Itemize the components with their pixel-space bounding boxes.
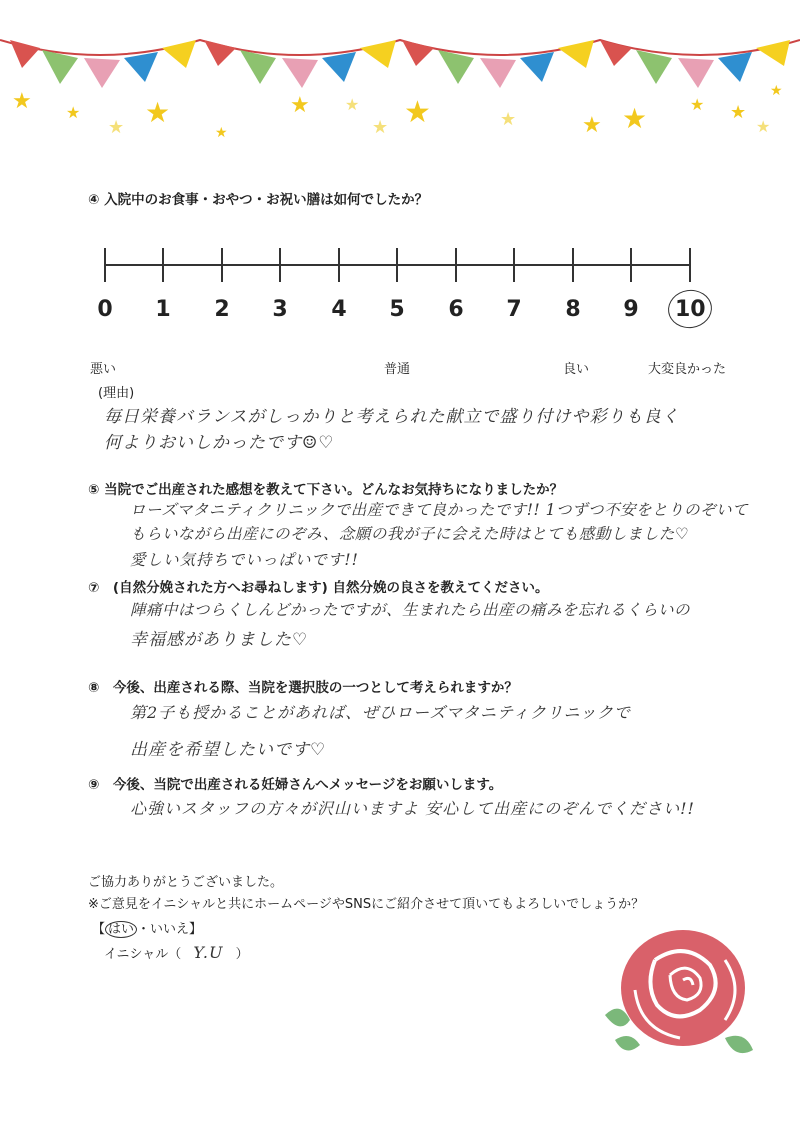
initial-label: イニシャル（ [104,947,182,962]
flag [162,40,196,68]
flag [204,40,236,66]
star-icon: ★ [372,117,389,138]
star-icon: ★ [12,89,32,114]
scale-number-6: 6 [448,297,464,322]
scale-number-10: 10 [675,297,706,322]
scale-label-normal: 普通 [384,362,411,377]
scale-number-7: 7 [506,297,522,322]
flag [240,50,276,84]
rating-scale [90,238,710,298]
flag [480,58,516,88]
flag [636,50,672,84]
scale-number-8: 8 [565,297,581,322]
consent-text: ※ご意見をイニシャルと共にホームページやSNSにご紹介させて頂いてもよろしいでしょうか？ [88,897,645,912]
flag [42,50,78,84]
initial-row [104,943,249,962]
flag [718,52,752,82]
answer-5-line-1: ローズマタニティクリニックで出産できて良かったです!! 1つずつ不安をとりのぞいて [130,501,748,519]
initial-close: ） [235,947,249,962]
scale-number-4: 4 [331,297,347,322]
star-icon: ★ [290,93,310,118]
consent-options [92,918,202,937]
flag [756,40,790,66]
flags [10,40,790,88]
flag [282,58,318,88]
flag [322,52,356,82]
answer-8-line-1: 第2子も授かることがあれば、ぜひローズマタニティクリニックで [130,703,631,722]
scale-number-2: 2 [214,297,230,322]
star-icon: ★ [622,102,648,135]
question-9: ⑨ 今後、当院で出産される妊婦さんへメッセージをお願いします。 [88,777,503,793]
scale-label-bad: 悪い [90,362,117,377]
question-8: ⑧ 今後、出産される際、当院を選択肢の一つとして考えられますか？ [88,680,518,696]
option-no[interactable]: ・いいえ】 [137,922,203,937]
star-icon: ★ [756,117,771,136]
scale-number-5: 5 [389,297,405,322]
scale-label-good: 良い [563,362,590,377]
star-icon: ★ [108,117,125,138]
answer-9-line-1: 心強いスタッフの方々が沢山いますよ 安心して出産にのぞんでください!! [130,799,695,818]
star-icon: ★ [582,113,602,138]
options-open: 【 [92,922,106,937]
answer-5-line-2: もらいながら出産にのぞみ、念願の我が子に会えた時はとても感動しました♡ [130,525,690,543]
star-icon: ★ [145,96,171,129]
star-icon: ★ [500,109,517,130]
star-icon: ★ [66,103,81,122]
star-icon: ★ [215,125,228,141]
bunting-banner [0,0,800,150]
leaf [615,1036,640,1050]
scale-number-1: 1 [155,297,171,322]
flag [520,52,554,82]
scale-number-3: 3 [272,297,288,322]
scale-number-0: 0 [97,297,113,322]
reason-label: (理由) [98,386,135,401]
answer-7-line-1: 陣痛中はつらくしんどかったですが、生まれたら出産の痛みを忘れるくらいの [130,601,691,619]
flag [360,40,396,68]
leaf [725,1036,753,1053]
flag [438,50,474,84]
rose-illustration [595,920,760,1065]
star-icon: ★ [690,95,705,114]
thanks-text: ご協力ありがとうございました。 [88,875,284,890]
question-7: ⑦ (自然分娩された方へお尋ねします) 自然分娩の良さを教えてください。 [88,580,549,596]
stars [12,83,783,141]
scale-number-9: 9 [623,297,639,322]
question-5: ⑤ 当院でご出産された感想を教えて下さい。どんなお気持ちになりましたか？ [88,482,564,498]
flag [124,52,158,82]
answer-4-line-1: 毎日栄養バランスがしっかりと考えられた献立で盛り付けや彩りも良く [104,407,680,427]
star-icon: ★ [770,83,783,99]
star-icon: ★ [730,102,747,123]
flag [84,58,120,88]
initial-value: Y.U [193,943,224,962]
flag [10,40,40,68]
answer-5-line-3: 愛しい気持ちでいっぱいです!! [130,551,359,569]
star-icon: ★ [404,95,431,130]
option-yes[interactable]: はい [105,921,137,938]
answer-7-line-2: 幸福感がありました♡ [130,630,309,650]
answer-8-line-2: 出産を希望したいです♡ [130,740,327,760]
answer-4-line-2: 何よりおいしかったです☺♡ [104,433,335,453]
flag [678,58,714,88]
flag [558,40,594,68]
question-4: ④ 入院中のお食事・おやつ・お祝い膳は如何でしたか？ [88,192,429,208]
star-icon: ★ [345,95,360,114]
scale-label-very-good: 大変良かった [648,362,727,377]
